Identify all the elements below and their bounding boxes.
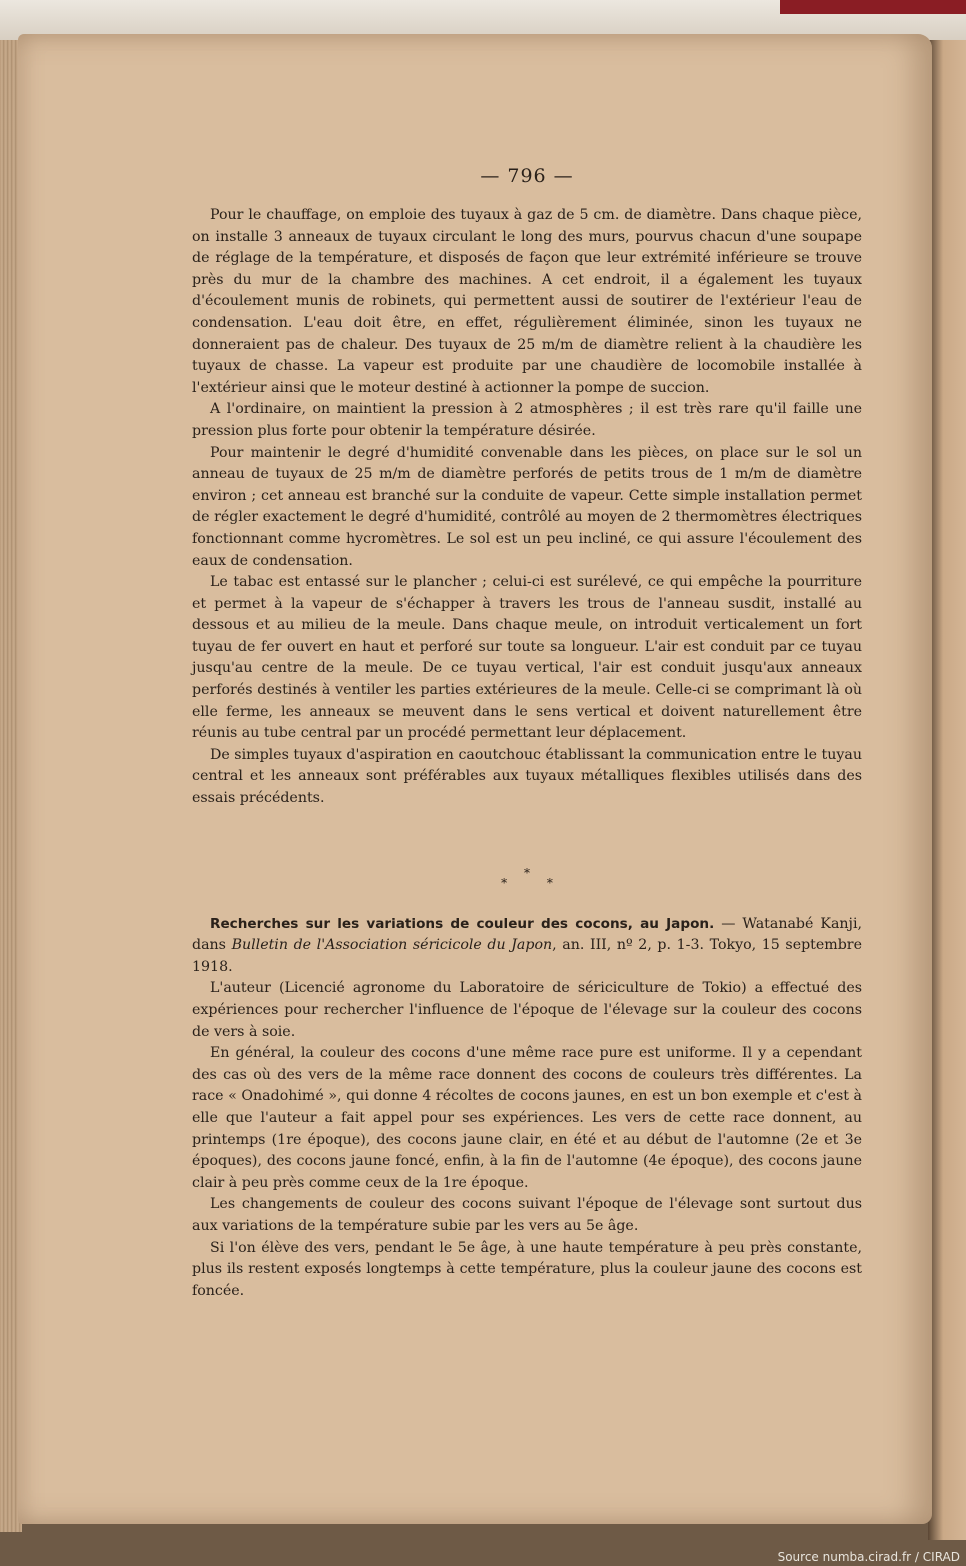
paragraph: A l'ordinaire, on maintient la pression à 2 atmosphères ; il est très rare qu'il faille une pression plus forte pour obtenir la température désirée.: [192, 401, 862, 439]
article-silkworm-cocoons: [192, 914, 862, 1303]
page-number: — 796 —: [480, 165, 574, 187]
facing-page-edge: [928, 40, 966, 1540]
article-heading: Recherches sur les variations de couleur des cocons, au Japon.: [210, 915, 715, 932]
section-separator-asterism: [192, 865, 862, 890]
book-binding-strip: [780, 0, 966, 14]
paragraph: L'auteur (Licencié agronome du Laboratoire de sériciculture de Tokio) a effectué des expériences pour rechercher l'influence de l'époque de l'élevage sur la couleur des cocons de vers à soie.: [192, 980, 862, 1040]
citation-dash: —: [714, 915, 743, 932]
paragraph: Pour maintenir le degré d'humidité convenable dans les pièces, on place sur le sol un anneau de tuyaux de 25 m/m de diamètre perforés de petits trous de 1 m/m de diamètre environ ; cet anneau est branché sur la conduite de vapeur. Cette simple installation permet de régler exactement le degré d'humidité, contrôlé au moyen de 2 thermomètres électriques fonctionnant comme hycromètres. Le sol est un peu incliné, ce qui assure l'écoulement des eaux de condensation.: [192, 444, 862, 569]
paragraph: Pour le chauffage, on emploie des tuyaux à gaz de 5 cm. de diamètre. Dans chaque pièce, on installe 3 anneaux de tuyaux circulant le long des murs, pourvus chacun d'une soupape de réglage de la température, et disposés de façon que leur extrémité inférieure se trouve près du mur de la chambre des machines. A cet endroit, il a également les tuyaux d'écoulement munis de robinets, qui permettent aussi de soutirer de l'extérieur l'eau de condensation. L'eau doit être, en effet, régulièrement éliminée, sinon les tuyaux ne donneraient pas de chaleur. Des tuyaux de 25 m/m de diamètre relient à la chaudière les tuyaux de chasse. La vapeur est produite par une chaudière de locomobile installée à l'extérieur ainsi que le moteur destiné à actionner la pompe de succion.: [192, 207, 862, 396]
paragraph: Le tabac est entassé sur le plancher ; celui-ci est surélevé, ce qui empêche la pourriture et permet à la vapeur de s'échapper à travers les trous de l'anneau susdit, installé au dessous et au milieu de la meule. Dans chaque meule, on introduit verticalement un fort tuyau de fer ouvert en haut et perforé sur toute sa longueur. L'air est conduit par ce tuyau jusqu'au centre de la meule. De ce tuyau vertical, l'air est conduit jusqu'aux anneaux perforés destinés à ventiler les parties extérieures de la meule. Celle-ci se comprimant là où elle ferme, les anneaux se meuvent dans le sens vertical et doivent naturellement être réunis au tube central par un procédé permettant leur déplacement.: [192, 574, 862, 742]
paragraph: De simples tuyaux d'aspiration en caoutchouc établissant la communication entre le tuyau central et les anneaux sont préférables aux tuyaux métalliques flexibles utilisés dans des essais précédents.: [192, 746, 862, 807]
citation-journal: Bulletin de l'Association séricicole du Japon: [231, 937, 553, 954]
asterism-bottom: * *: [501, 875, 571, 890]
citation-details: , an. III, nº 2, p. 1-3. Tokyo, 15 septembre 1918.: [192, 937, 862, 975]
section-tobacco-drying: [192, 205, 862, 810]
paragraph: En général, la couleur des cocons d'une même race pure est uniforme. Il y a cependant des cas où des vers de la même race donnent des cocons de couleurs très différentes. La race « Onadohimé », qui donne 4 récoltes de cocons jaunes, en est un bon exemple et c'est à elle que l'auteur a fait appel pour ses expériences. Les vers de cette race donnent, au printemps (1re époque), des cocons jaune clair, en été et au début de l'automne (2e et 3e époques), des cocons jaune foncé, enfin, à la fin de l'automne (4e époque), des cocons jaune clair à peu près comme ceux de la 1re époque.: [192, 1045, 862, 1191]
paragraph: Les changements de couleur des cocons suivant l'époque de l'élevage sont surtout dus aux variations de la température subie par les vers au 5e âge.: [192, 1196, 862, 1234]
citation-author: Watanabé Kanji, dans: [192, 915, 862, 954]
paragraph: Si l'on élève des vers, pendant le 5e âge, à une haute température à peu près constante, plus ils restent exposés longtemps à cette température, plus la couleur jaune des cocons est foncée.: [192, 1239, 862, 1299]
article-citation: [192, 914, 862, 979]
asterism-top: *: [524, 865, 530, 880]
source-credit: Source numba.cirad.fr / CIRAD: [777, 1550, 960, 1564]
page-content: [192, 164, 862, 1302]
